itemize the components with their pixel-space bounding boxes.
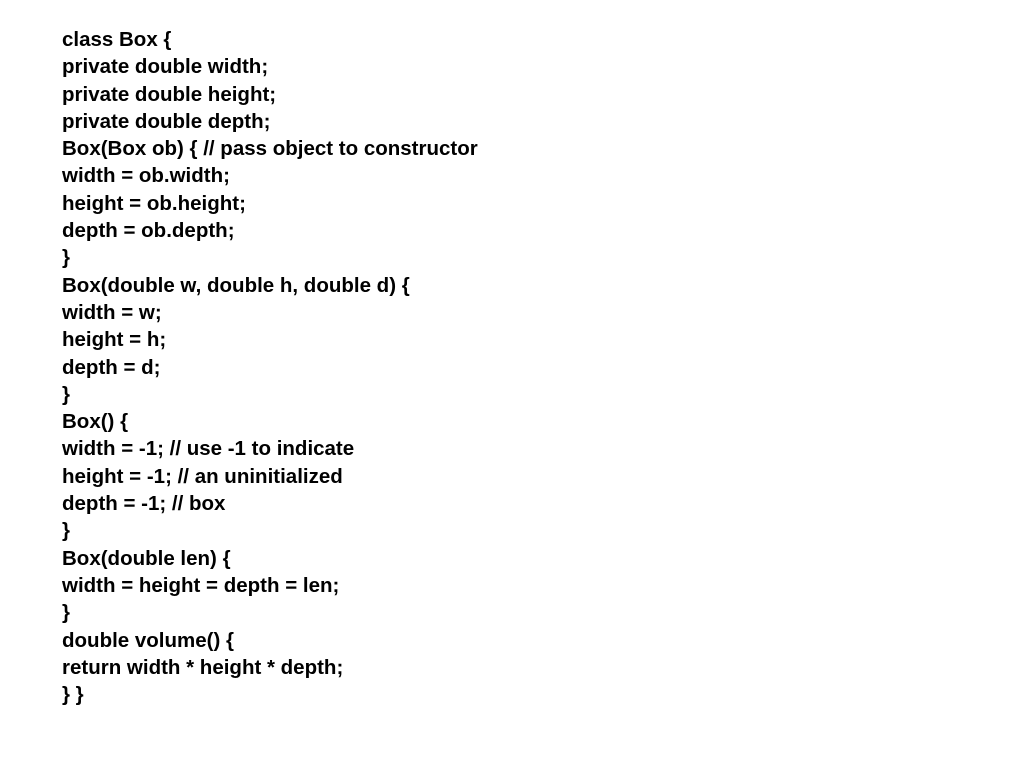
code-line: width = height = depth = len; <box>62 573 340 597</box>
code-line: return width * height * depth; <box>62 655 344 679</box>
code-line: height = ob.height; <box>62 191 246 215</box>
code-line: Box() { <box>62 410 129 434</box>
code-line: private double depth; <box>62 109 271 133</box>
code-line: } <box>62 246 70 270</box>
code-line: depth = ob.depth; <box>62 219 235 243</box>
code-line: double volume() { <box>62 628 234 652</box>
code-line: private double height; <box>62 82 277 106</box>
code-line: Box(double w, double h, double d) { <box>62 273 410 297</box>
code-listing <box>62 26 478 708</box>
code-line: } <box>62 601 70 625</box>
code-line: width = w; <box>62 300 162 324</box>
code-line: Box(double len) { <box>62 546 231 570</box>
code-line: Box(Box ob) { // pass object to constructor <box>62 137 478 161</box>
code-line: width = ob.width; <box>62 164 230 188</box>
code-line: height = h; <box>62 328 167 352</box>
code-line: } <box>62 382 70 406</box>
code-line: height = -1; // an uninitialized <box>62 464 343 488</box>
code-line: class Box { <box>62 28 172 51</box>
code-line: private double width; <box>62 55 269 79</box>
code-line: depth = d; <box>62 355 161 379</box>
code-line: } } <box>62 683 84 707</box>
code-line: } <box>62 519 70 543</box>
code-line: depth = -1; // box <box>62 492 226 516</box>
code-line: width = -1; // use -1 to indicate <box>62 437 355 461</box>
